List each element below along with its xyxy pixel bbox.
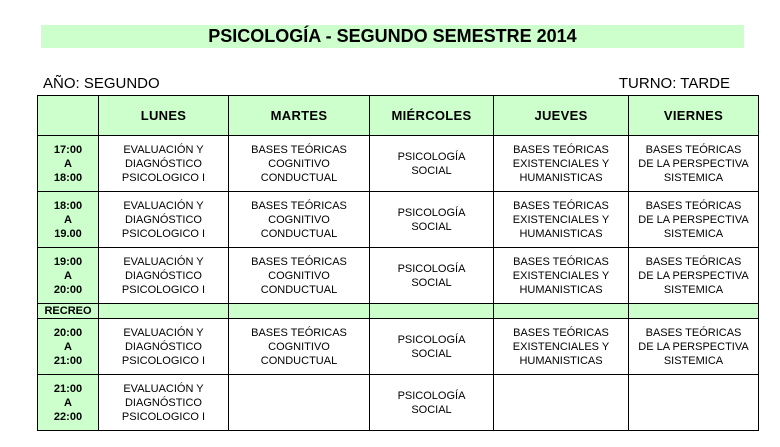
course-line: DE LA PERSPECTIVA [638,340,749,353]
course-cell [494,319,629,375]
course-cell [370,136,494,192]
course-cell [229,192,370,248]
course-cell [370,375,494,431]
course-cell [494,375,629,431]
time-line: 20:00 [53,283,83,296]
course-line: COGNITIVO [268,340,330,353]
course-line: BASES TEÓRICAS [251,255,347,268]
course-line: COGNITIVO [268,213,330,226]
time-line: 21:00 [53,354,83,367]
time-slot-label [38,192,99,248]
course-line: PSICOLOGICO I [121,227,206,240]
course-line: BASES TEÓRICAS [513,326,609,339]
time-line: A [64,340,72,353]
course-line: DE LA PERSPECTIVA [638,269,749,282]
course-line: BASES TEÓRICAS [513,199,609,212]
time-line: A [64,213,72,226]
course-line: PSICOLOGICO I [121,354,206,367]
page-title: PSICOLOGÍA - SEGUNDO SEMESTRE 2014 [41,25,744,48]
time-line: 20:00 [53,326,83,339]
course-line: PSICOLOGÍA [397,389,466,402]
course-line: EVALUACIÓN Y [123,326,204,339]
course-line: EVALUACIÓN Y [123,199,204,212]
course-line: PSICOLOGÍA [397,150,466,163]
course-cell [370,248,494,304]
day-header-viernes: VIERNES [629,96,759,136]
course-line: COGNITIVO [268,269,330,282]
course-cell [629,375,759,431]
course-line: DIAGNÓSTICO [124,269,202,282]
time-line: 19.00 [54,227,82,240]
course-line: COGNITIVO [268,157,330,170]
break-label: RECREO [38,304,99,319]
course-line: SOCIAL [411,403,452,416]
course-cell [370,319,494,375]
course-line: PSICOLOGÍA [397,333,466,346]
course-cell [629,136,759,192]
course-line: PSICOLOGICO I [121,410,206,423]
break-cell [229,304,370,319]
time-line: 19:00 [53,255,83,268]
day-header-row [38,96,759,136]
break-cell [370,304,494,319]
course-line: EXISTENCIALES Y [512,213,610,226]
course-cell [229,136,370,192]
course-line: DIAGNÓSTICO [124,396,202,409]
course-line: SOCIAL [411,220,452,233]
course-line: PSICOLOGICO I [121,283,206,296]
course-cell [99,248,229,304]
time-line: A [64,269,72,282]
course-cell [99,375,229,431]
time-slot-label [38,248,99,304]
course-cell [99,192,229,248]
break-cell [99,304,229,319]
course-cell [229,319,370,375]
course-line: DIAGNÓSTICO [124,157,202,170]
course-line: DIAGNÓSTICO [124,213,202,226]
time-line: A [64,396,72,409]
time-slot-row [38,136,759,192]
course-line: BASES TEÓRICAS [645,255,742,268]
time-line: 17:00 [53,143,83,156]
schedule-body [38,136,759,431]
course-line: CONDUCTUAL [260,171,338,184]
time-line: 21:00 [53,382,83,395]
break-cell [629,304,759,319]
course-line: BASES TEÓRICAS [251,326,347,339]
course-line: EVALUACIÓN Y [123,255,204,268]
time-line: 18:00 [53,199,83,212]
course-line: BASES TEÓRICAS [251,143,347,156]
course-cell [370,192,494,248]
course-cell [629,319,759,375]
course-cell [229,375,370,431]
day-header-jueves: JUEVES [494,96,629,136]
break-row [38,304,759,319]
shift-label: TURNO: TARDE [618,75,730,92]
schedule-table [37,95,759,431]
time-slot-label [38,319,99,375]
year-label: AÑO: SEGUNDO [43,75,160,92]
time-line: A [64,157,72,170]
course-line: SISTEMICA [663,354,724,367]
course-line: SISTEMICA [663,171,724,184]
day-header-miercoles: MIÉRCOLES [370,96,494,136]
course-cell [99,319,229,375]
course-line: SISTEMICA [663,227,724,240]
course-line: HUMANISTICAS [519,171,603,184]
course-line: EVALUACIÓN Y [123,143,204,156]
course-line: HUMANISTICAS [519,227,603,240]
course-line: DE LA PERSPECTIVA [638,157,749,170]
course-line: BASES TEÓRICAS [645,143,742,156]
course-line: EXISTENCIALES Y [512,269,610,282]
course-line: BASES TEÓRICAS [513,255,609,268]
time-slot-label [38,375,99,431]
course-line: SOCIAL [411,164,452,177]
course-line: SOCIAL [411,276,452,289]
course-line: HUMANISTICAS [519,283,603,296]
course-line: CONDUCTUAL [260,354,338,367]
day-header-lunes: LUNES [99,96,229,136]
course-line: EXISTENCIALES Y [512,157,610,170]
time-slot-row [38,248,759,304]
course-line: SOCIAL [411,347,452,360]
course-cell [494,192,629,248]
course-line: BASES TEÓRICAS [645,326,742,339]
time-slot-row [38,192,759,248]
time-slot-row [38,319,759,375]
course-cell [629,248,759,304]
course-line: EVALUACIÓN Y [123,382,204,395]
course-line: PSICOLOGÍA [397,262,466,275]
course-line: PSICOLOGÍA [397,206,466,219]
course-line: BASES TEÓRICAS [645,199,742,212]
course-line: BASES TEÓRICAS [513,143,609,156]
time-line: 22:00 [53,410,83,423]
course-line: DE LA PERSPECTIVA [638,213,749,226]
time-line: 18:00 [53,171,83,184]
course-line: SISTEMICA [663,283,724,296]
day-header-martes: MARTES [229,96,370,136]
course-line: PSICOLOGICO I [121,171,206,184]
corner-cell [38,96,99,136]
course-cell [494,136,629,192]
course-line: CONDUCTUAL [260,283,338,296]
course-cell [229,248,370,304]
course-line: HUMANISTICAS [519,354,603,367]
time-slot-row [38,375,759,431]
course-line: CONDUCTUAL [260,227,338,240]
course-cell [99,136,229,192]
course-line: EXISTENCIALES Y [512,340,610,353]
course-line: DIAGNÓSTICO [124,340,202,353]
break-cell [494,304,629,319]
course-cell [629,192,759,248]
time-slot-label [38,136,99,192]
course-cell [494,248,629,304]
course-line: BASES TEÓRICAS [251,199,347,212]
